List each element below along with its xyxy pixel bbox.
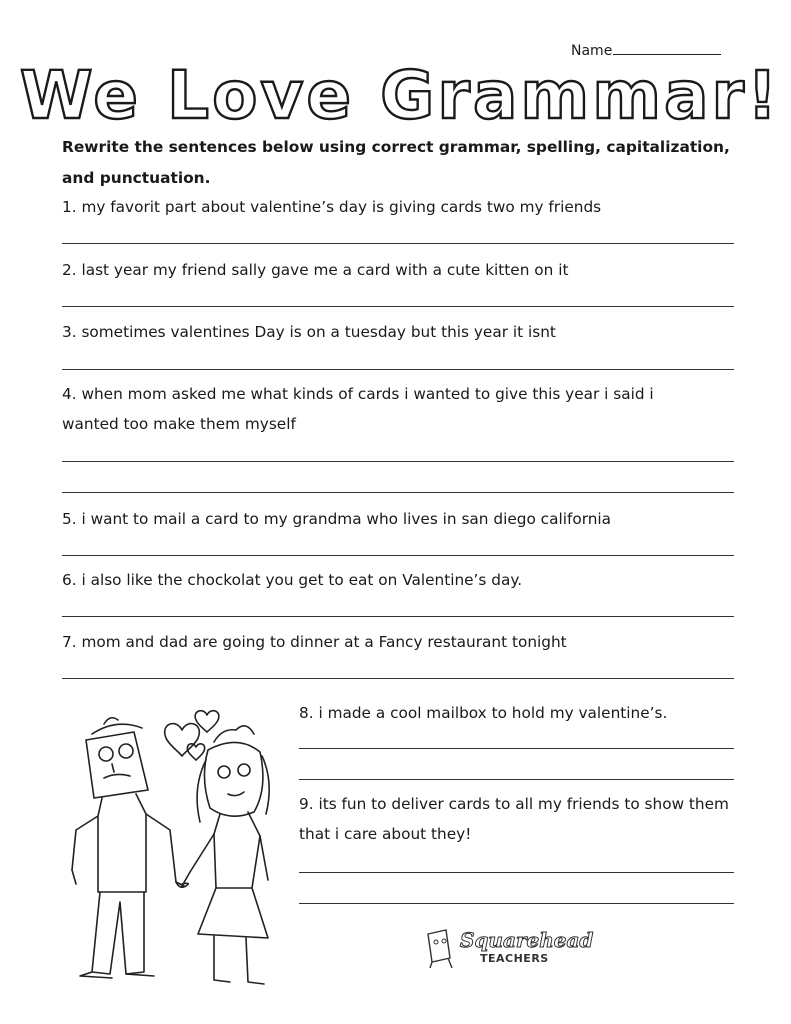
question-3: 3. sometimes valentines Day is on a tuesday but this year it isnt (62, 323, 556, 341)
girl-body (182, 812, 268, 886)
question-1: 1. my favorit part about valentine’s day is giving cards two my friends (62, 198, 602, 216)
squarehead-teachers-logo (422, 924, 592, 970)
answer-line-8a[interactable] (299, 748, 734, 749)
girl-head (204, 742, 262, 816)
answer-line-5[interactable] (62, 555, 734, 556)
answer-line-4a[interactable] (62, 461, 734, 462)
title-text: We Love Grammar! (19, 57, 781, 134)
instructions: Rewrite the sentences below using correct grammar, spelling, capitalization, and punctuation. (62, 138, 730, 187)
boy-body (72, 794, 176, 882)
logo-mascot-icon (428, 930, 452, 968)
boy-head (86, 732, 148, 798)
answer-line-8b[interactable] (299, 779, 734, 780)
question-6: 6. i also like the chockolat you get to eat on Valentine’s day. (62, 571, 523, 589)
question-2: 2. last year my friend sally gave me a card with a cute kitten on it (62, 261, 569, 279)
answer-line-6[interactable] (62, 616, 734, 617)
question-4-line-1: 4. when mom asked me what kinds of cards i wanted to give this year i said i (62, 385, 654, 403)
question-4-line-2: wanted too make them myself (62, 415, 296, 433)
name-write-line[interactable] (613, 40, 721, 55)
couple-illustration (64, 702, 284, 1002)
answer-line-7[interactable] (62, 678, 734, 679)
name-label: Name (571, 43, 613, 59)
question-9-line-2: that i care about they! (299, 825, 472, 843)
question-7: 7. mom and dad are going to dinner at a Fancy restaurant tonight (62, 633, 567, 651)
answer-line-3[interactable] (62, 369, 734, 370)
heart-icon (187, 744, 204, 760)
answer-line-9a[interactable] (299, 872, 734, 873)
answer-line-1[interactable] (62, 243, 734, 244)
question-5: 5. i want to mail a card to my grandma who lives in san diego california (62, 510, 612, 528)
question-9-line-1: 9. its fun to deliver cards to all my friends to show them (299, 795, 729, 813)
worksheet-title (19, 57, 781, 134)
answer-line-9b[interactable] (299, 903, 734, 904)
logo-brand-top: Squarehead (460, 928, 594, 952)
question-8: 8. i made a cool mailbox to hold my valentine’s. (299, 704, 668, 722)
heart-icon (165, 724, 200, 756)
logo-brand-bottom: TEACHERS (480, 952, 549, 965)
answer-line-4b[interactable] (62, 492, 734, 493)
answer-line-2[interactable] (62, 306, 734, 307)
